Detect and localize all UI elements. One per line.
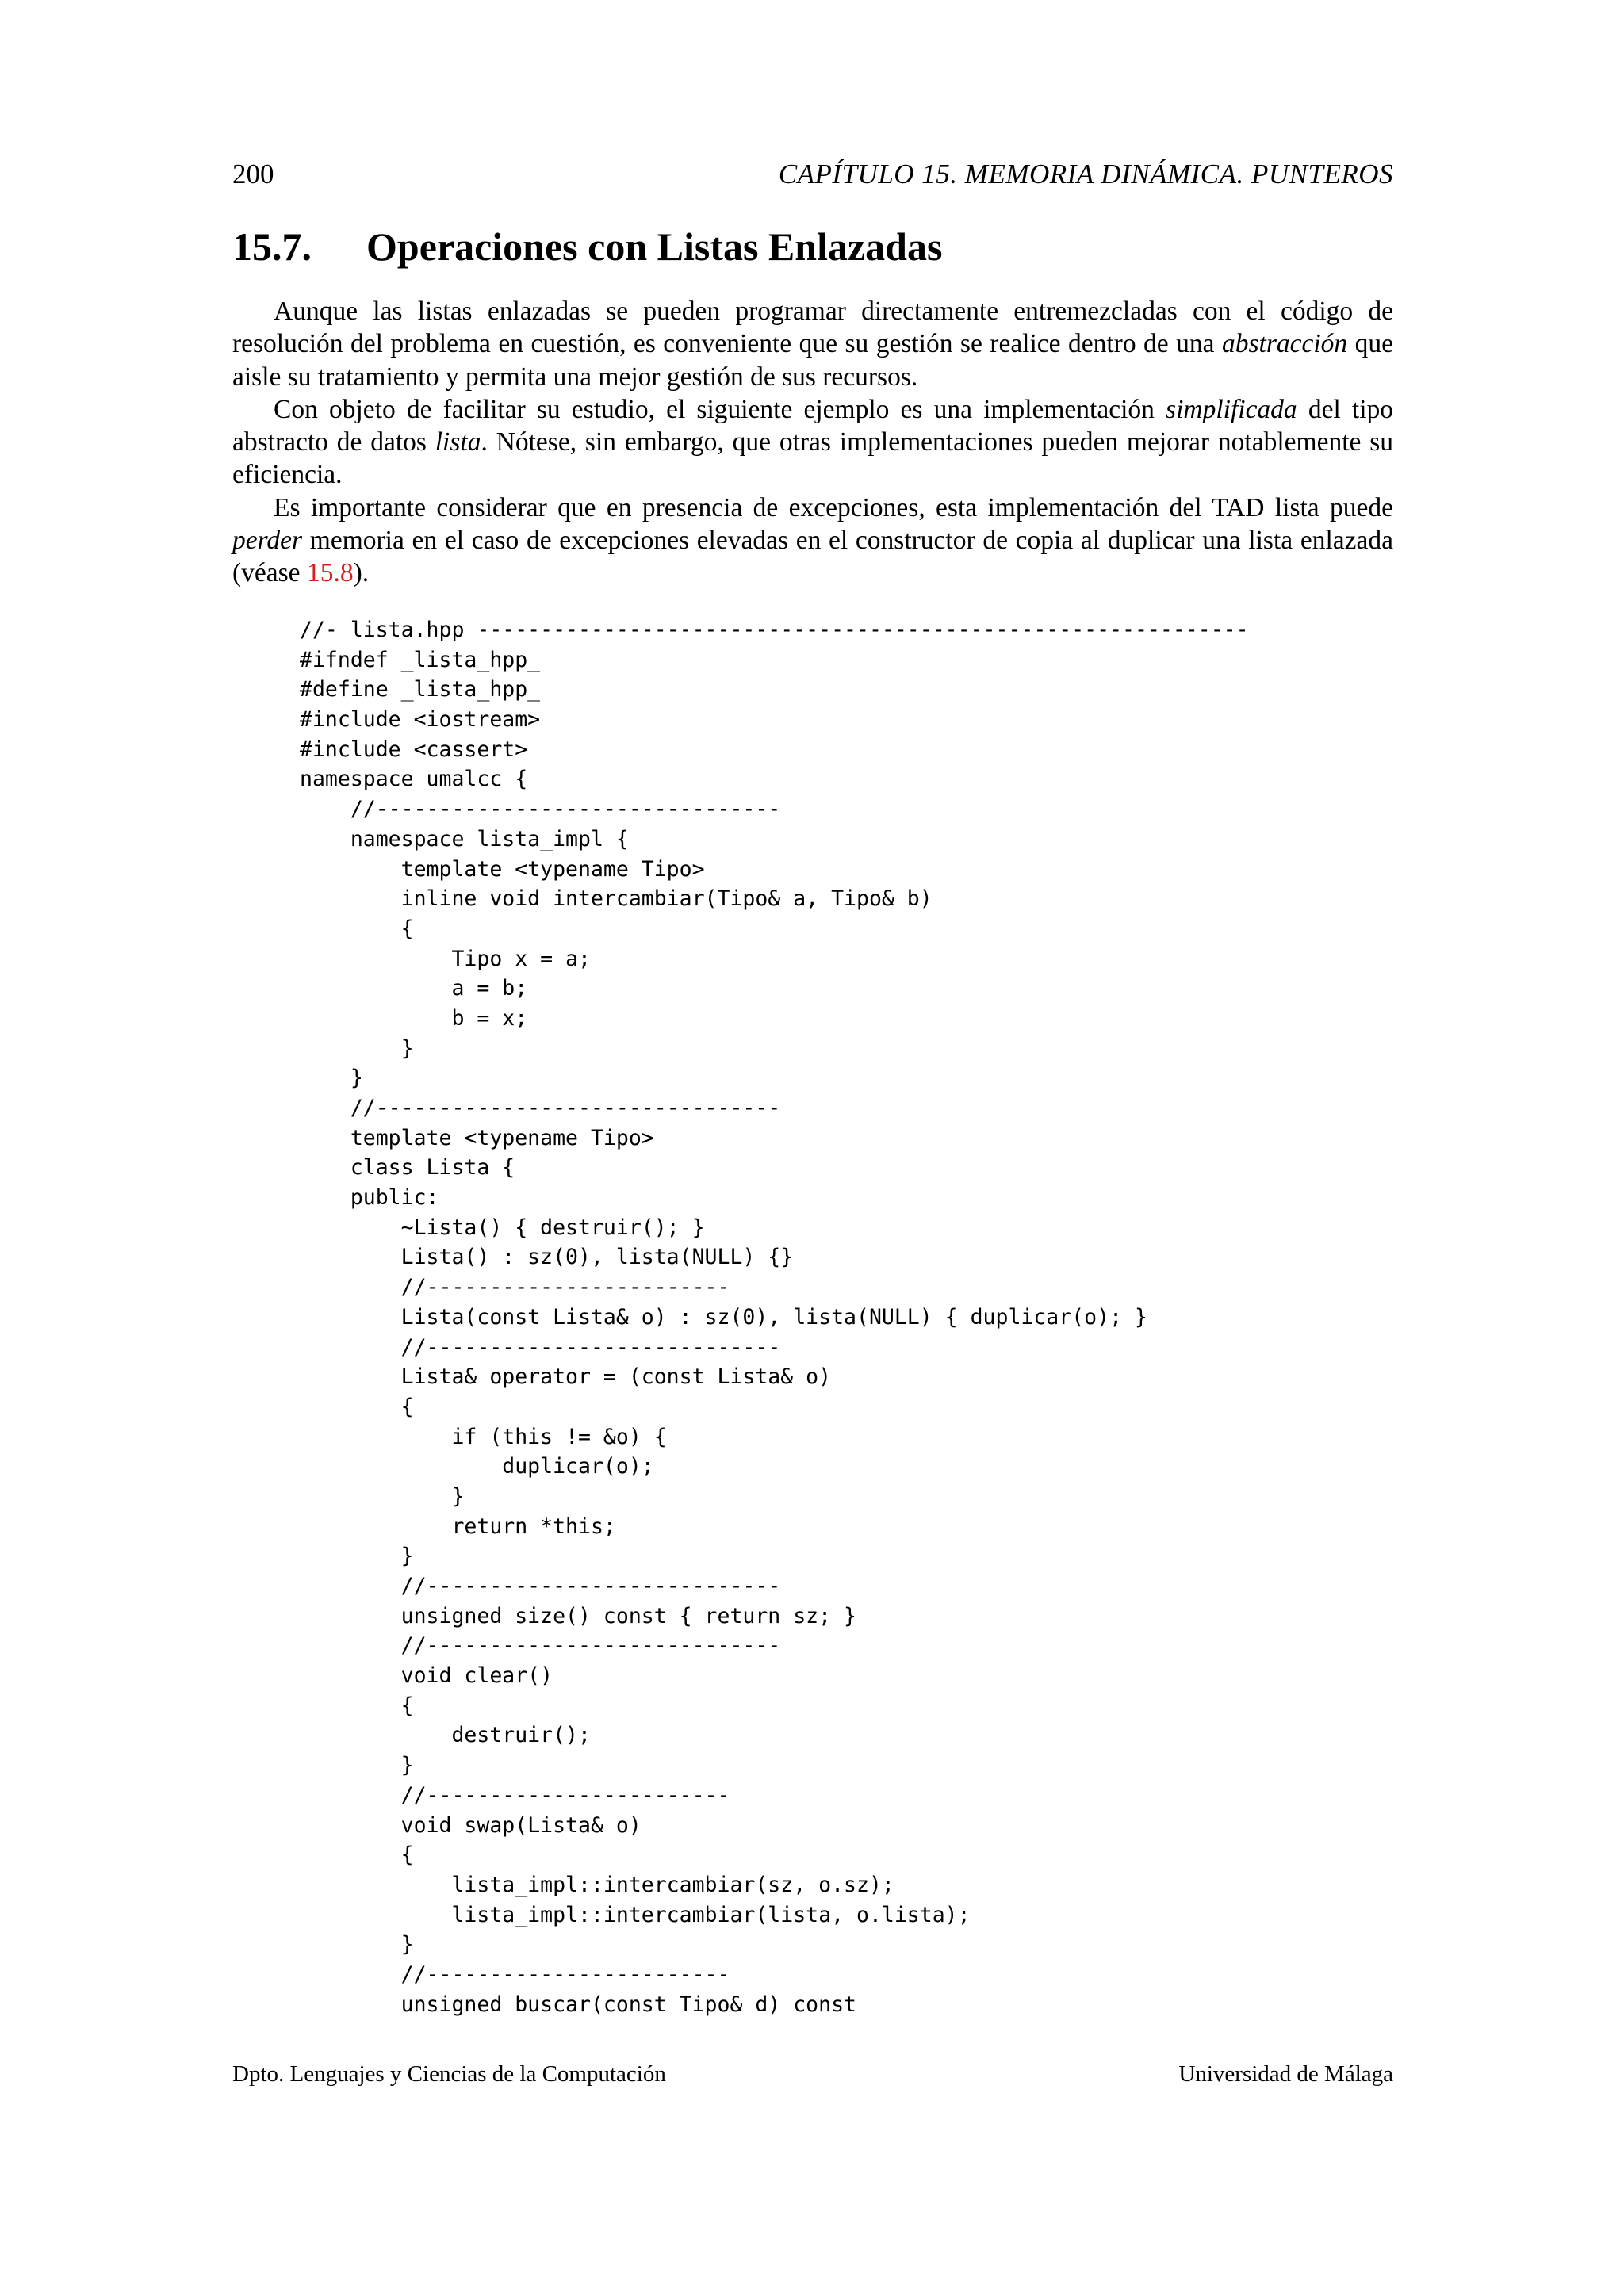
code-line: template <typename Tipo>	[300, 856, 705, 882]
code-line: Lista& operator = (const Lista& o)	[300, 1364, 832, 1390]
code-line: }	[300, 1066, 363, 1091]
code-line: public:	[300, 1185, 439, 1211]
section-heading	[232, 220, 1393, 273]
paragraph-text: del tipo abstracto de datos	[232, 394, 1394, 457]
code-line: class Lista {	[300, 1155, 515, 1181]
code-line: {	[300, 1843, 414, 1868]
code-line: //------------------------	[300, 1275, 730, 1300]
code-line: //--------------------------------	[300, 797, 781, 822]
paragraph-2	[232, 393, 1393, 492]
code-line: Tipo x = a;	[300, 946, 591, 971]
code-line: }	[300, 1544, 414, 1569]
code-line: #ifndef _lista_hpp_	[300, 647, 541, 672]
code-line: }	[300, 1483, 465, 1509]
code-line: Lista() : sz(0), lista(NULL) {}	[300, 1245, 794, 1270]
chapter-title: CAPÍTULO 15. MEMORIA DINÁMICA. PUNTEROS	[778, 159, 1393, 189]
code-line: template <typename Tipo>	[300, 1125, 654, 1150]
page-number: 200	[232, 159, 274, 189]
code-listing	[300, 615, 1249, 2019]
code-line: //----------------------------	[300, 1633, 781, 1659]
code-line: a = b;	[300, 976, 528, 1001]
code-line: #define _lista_hpp_	[300, 677, 541, 702]
footer-department: Dpto. Lenguajes y Ciencias de la Computación	[232, 2061, 666, 2087]
paragraph-text: . Nótese, sin embargo, que otras implementaciones pueden mejorar notablemente su eficiencia.	[232, 427, 1393, 490]
code-line: duplicar(o);	[300, 1454, 654, 1479]
code-line: #include <iostream>	[300, 707, 541, 733]
code-line: {	[300, 916, 414, 941]
code-line: //----------------------------	[300, 1334, 781, 1360]
section-number: 15.7.	[232, 224, 312, 269]
footer-university: Universidad de Málaga	[1178, 2061, 1393, 2087]
code-line: Lista(const Lista& o) : sz(0), lista(NULL) { duplicar(o); }	[300, 1304, 1147, 1330]
paragraph-text: Es importante considerar que en presencia de excepciones, esta implementación del TAD lista puede	[274, 492, 1393, 522]
code-line: destruir();	[300, 1723, 591, 1748]
code-line: ~Lista() { destruir(); }	[300, 1215, 705, 1240]
section-cross-reference-link[interactable]: 15.8	[306, 558, 354, 588]
running-header	[232, 155, 1393, 193]
code-line: {	[300, 1693, 414, 1718]
code-line: inline void intercambiar(Tipo& a, Tipo& b)	[300, 886, 933, 912]
code-line: }	[300, 1753, 414, 1778]
code-line: //------------------------	[300, 1782, 730, 1808]
code-line: #include <cassert>	[300, 737, 528, 762]
code-line: //--------------------------------	[300, 1096, 781, 1120]
code-line: lista_impl::intercambiar(lista, o.lista);	[300, 1902, 971, 1927]
code-line: }	[300, 1035, 414, 1061]
paragraph-3	[232, 492, 1393, 590]
code-line: return *this;	[300, 1513, 616, 1539]
code-line: if (this != &o) {	[300, 1424, 667, 1449]
code-line: void swap(Lista& o)	[300, 1812, 642, 1838]
paragraph-1	[232, 295, 1393, 393]
paragraph-text: ).	[353, 558, 370, 588]
code-line: lista_impl::intercambiar(sz, o.sz);	[300, 1872, 894, 1897]
code-line: b = x;	[300, 1005, 528, 1031]
paragraph-text: Con objeto de facilitar su estudio, el siguiente ejemplo es una implementación	[274, 394, 1166, 424]
running-footer	[232, 2058, 1393, 2090]
code-line: void clear()	[300, 1663, 553, 1689]
code-line: {	[300, 1394, 414, 1419]
paragraph-text: Aunque las listas enlazadas se pueden programar directamente entremezcladas con el código de resolución del problema en cuestión, es conveniente que su gestión se realice dentro de una	[232, 297, 1393, 359]
code-line: namespace lista_impl {	[300, 826, 629, 851]
emphasis-text: abstracción	[1221, 329, 1348, 359]
emphasis-text: lista	[435, 427, 481, 457]
code-line: namespace umalcc {	[300, 767, 528, 792]
code-line: //- lista.hpp -------------------------------------------------------------	[300, 618, 1249, 642]
emphasis-text: simplificada	[1166, 394, 1297, 424]
code-line: //------------------------	[300, 1961, 730, 1987]
code-line: }	[300, 1932, 414, 1957]
code-line: unsigned buscar(const Tipo& d) const	[300, 1992, 856, 2017]
body-text	[232, 295, 1393, 590]
paragraph-text: que aisle su tratamiento y permita una mejor gestión de sus recursos.	[232, 329, 1393, 392]
code-line: //----------------------------	[300, 1574, 781, 1598]
section-title: Operaciones con Listas Enlazadas	[366, 224, 943, 269]
paragraph-text: memoria en el caso de excepciones elevadas en el constructor de copia al duplicar una lista enlazada (véase	[232, 526, 1393, 588]
emphasis-text: perder	[232, 526, 303, 556]
code-line: unsigned size() const { return sz; }	[300, 1603, 856, 1628]
